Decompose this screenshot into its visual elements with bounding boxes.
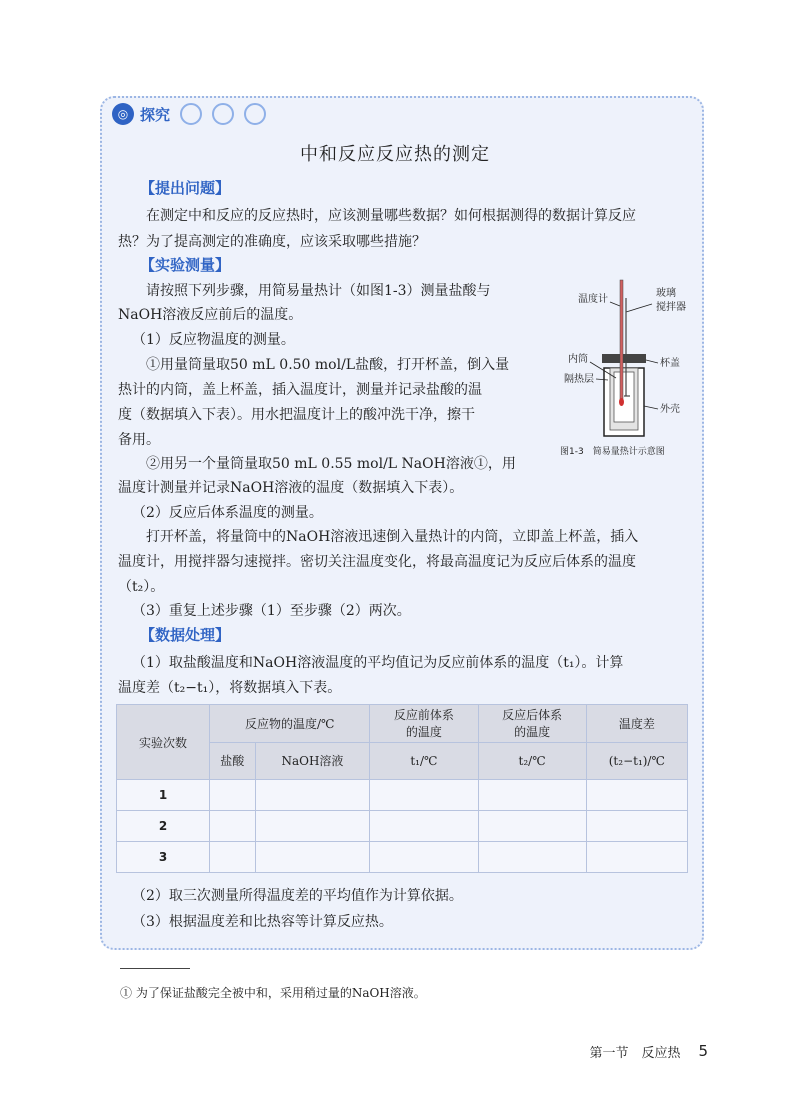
heading-exp: 【实验测量】 [140, 256, 231, 274]
footnote: ① 为了保证盐酸完全被中和，采用稍过量的NaOH溶液。 [120, 986, 426, 1000]
sub-diff: (t₂−t₁)/℃ [586, 742, 687, 780]
footer-section: 第一节 反应热 [589, 1046, 681, 1061]
table-row: 2 [117, 811, 688, 842]
exp-line-3: （1）反应物温度的测量。 [132, 332, 295, 348]
data-table [116, 704, 688, 873]
footnote-divider [120, 968, 190, 969]
table-row: 3 [117, 842, 688, 873]
col-diff: 温度差 [586, 705, 687, 743]
sub-t2: t₂/℃ [478, 742, 586, 780]
sub-naoh: NaOH溶液 [255, 742, 370, 780]
sub-t1: t₁/℃ [370, 742, 478, 780]
fig-label-inner: 内筒 [568, 354, 588, 365]
fig-label-stirrer-2: 搅拌器 [656, 302, 686, 313]
calorimeter-figure [560, 278, 700, 458]
exp-line-4: ①用量筒量取50 mL 0.50 mol/L盐酸，打开杯盖，倒入量 [146, 357, 510, 373]
fig-label-lid: 杯盖 [660, 358, 680, 369]
exp-line-8: ②用另一个量筒量取50 mL 0.55 mol/L NaOH溶液①，用 [146, 456, 516, 472]
data-line-2: 温度差（t₂−t₁），将数据填入下表。 [118, 680, 342, 696]
document-icon [244, 103, 266, 125]
triangle-icon [212, 103, 234, 125]
exp-line-5: 热计的内筒，盖上杯盖，插入温度计，测量并记录盐酸的温 [118, 382, 482, 398]
exp-line-13: （t₂）。 [118, 579, 165, 595]
target-icon: ◎ [112, 103, 134, 125]
exp-line-14: （3）重复上述步骤（1）至步骤（2）两次。 [132, 603, 411, 619]
exp-line-7: 备用。 [118, 432, 160, 448]
data-line-1: （1）取盐酸温度和NaOH溶液温度的平均值记为反应前体系的温度（t₁）。计算 [132, 655, 624, 671]
exp-line-9: 温度计测量并记录NaOH溶液的温度（数据填入下表）。 [118, 480, 464, 496]
table-row: 1 [117, 780, 688, 811]
exp-line-12: 温度计，用搅拌器匀速搅拌。密切关注温度变化，将最高温度记为反应后体系的温度 [118, 554, 636, 570]
col-before: 反应前体系 的温度 [370, 705, 478, 743]
exp-line-10: （2）反应后体系温度的测量。 [132, 505, 323, 521]
after-line-1: （2）取三次测量所得温度差的平均值作为计算依据。 [132, 888, 463, 904]
col-reactant: 反应物的温度/℃ [210, 705, 370, 743]
flask-icon [180, 103, 202, 125]
after-line-2: （3）根据温度差和比热容等计算反应热。 [132, 914, 393, 930]
page-number: 5 [698, 1042, 708, 1060]
col-trial: 实验次数 [117, 705, 210, 780]
fig-label-shell: 外壳 [660, 404, 680, 415]
ask-line-2: 热？为了提高测定的准确度，应该采取哪些措施？ [118, 234, 426, 250]
page-title: 中和反应反应热的测定 [300, 144, 490, 165]
fig-label-stirrer-1: 玻璃 [656, 288, 676, 299]
inquiry-label: 探究 [140, 105, 171, 124]
exp-line-1: 请按照下列步骤，用简易量热计（如图1-3）测量盐酸与 [146, 283, 491, 299]
heading-ask: 【提出问题】 [140, 179, 231, 197]
exp-line-11: 打开杯盖，将量筒中的NaOH溶液迅速倒入量热计的内筒，立即盖上杯盖，插入 [146, 529, 639, 545]
exp-line-6: 度（数据填入下表）。用水把温度计上的酸冲洗干净，擦干 [118, 407, 475, 423]
figure-caption: 图1-3 简易量热计示意图 [560, 447, 665, 457]
fig-label-insulation: 隔热层 [564, 374, 594, 385]
ask-line-1: 在测定中和反应的反应热时，应该测量哪些数据？如何根据测得的数据计算反应 [146, 208, 636, 224]
page-footer [589, 1042, 708, 1061]
col-after: 反应后体系 的温度 [478, 705, 586, 743]
sub-hcl: 盐酸 [210, 742, 256, 780]
exp-line-2: NaOH溶液反应前后的温度。 [118, 307, 303, 323]
inquiry-tag [112, 103, 266, 125]
heading-data: 【数据处理】 [140, 626, 231, 644]
fig-label-thermometer: 温度计 [578, 294, 608, 305]
